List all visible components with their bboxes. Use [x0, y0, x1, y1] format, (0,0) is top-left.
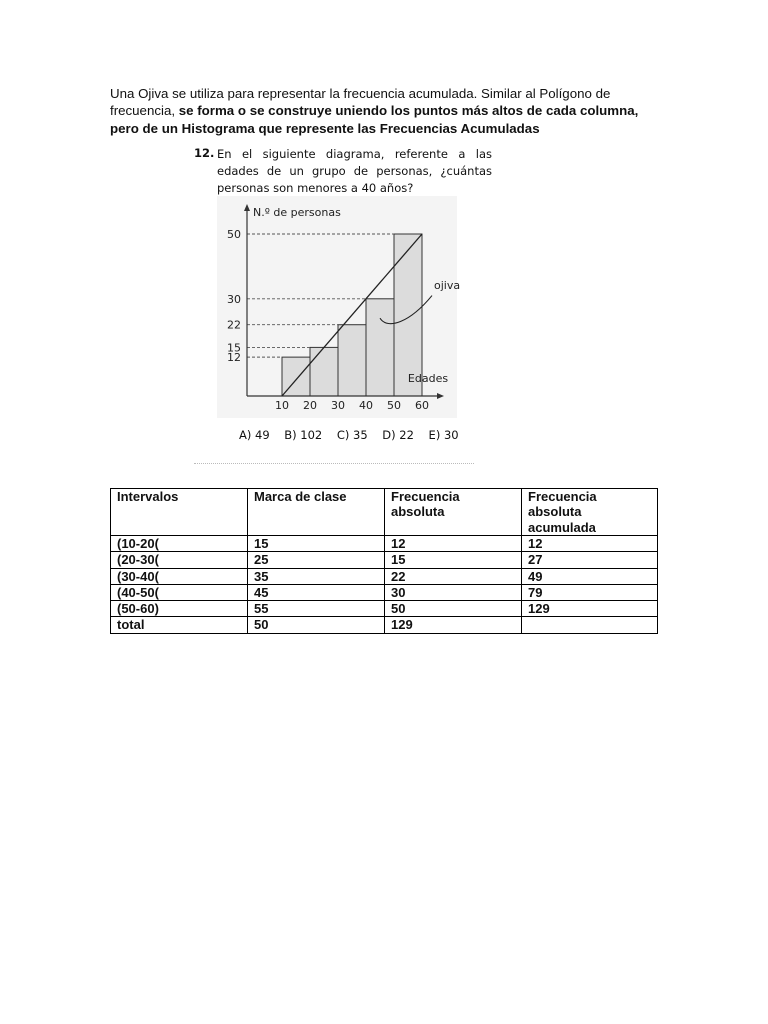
table-cell: 15: [385, 552, 522, 568]
table-header-cell: Frecuencia absoluta acumulada: [522, 489, 658, 536]
x-tick-label: 10: [275, 399, 289, 412]
table-cell: 50: [248, 617, 385, 633]
table-cell: 12: [385, 536, 522, 552]
table-cell: 129: [385, 617, 522, 633]
bar-30-40: [338, 325, 366, 396]
table-header-row: [111, 489, 658, 536]
table-cell: 30: [385, 584, 522, 600]
frequency-table: [110, 488, 658, 634]
y-tick-label: 15: [227, 341, 241, 355]
question-number: 12.: [194, 146, 215, 160]
y-tick-label: 22: [227, 318, 241, 332]
table-cell: 49: [522, 568, 658, 584]
intro-bold-text: se forma o se construye uniendo los puntos más altos de cada columna, pero de un Histograma que represente las Frecuencias Acumuladas: [110, 103, 639, 136]
intro-paragraph: [110, 85, 655, 137]
table-row: [111, 568, 658, 584]
table-cell: (10-20(: [111, 536, 248, 552]
question-text: En el siguiente diagrama, referente a las edades de un grupo de personas, ¿cuántas personas son menores a 40 años?: [217, 147, 492, 195]
table-cell: 129: [522, 601, 658, 617]
table-cell: (30-40(: [111, 568, 248, 584]
x-axis-label: Edades: [407, 372, 449, 385]
table-cell: 35: [248, 568, 385, 584]
table-cell: (50-60): [111, 601, 248, 617]
bar-40-50: [366, 299, 394, 396]
table-cell: 15: [248, 536, 385, 552]
table-cell: 79: [522, 584, 658, 600]
y-tick-label: 30: [227, 292, 241, 306]
table-row: [111, 601, 658, 617]
table-header-cell: Intervalos: [111, 489, 248, 536]
cropped-edge: [194, 463, 474, 468]
x-tick-label: 60: [415, 399, 429, 412]
ogive-histogram-chart: [194, 196, 494, 436]
answer-options: A) 49 B) 102 C) 35 D) 22 E) 30: [239, 428, 459, 442]
table-row: [111, 584, 658, 600]
question-figure: [194, 146, 494, 468]
table-cell: 22: [385, 568, 522, 584]
y-tick-label: 50: [227, 228, 241, 241]
x-tick-label: 30: [331, 399, 345, 412]
x-tick-label: 20: [303, 399, 317, 412]
table-cell: 50: [385, 601, 522, 617]
y-tick-label: 12: [227, 351, 241, 365]
table-cell: 25: [248, 552, 385, 568]
table-cell: 27: [522, 552, 658, 568]
intro-normal-text: Una Ojiva se utiliza para representar la frecuencia acumulada. Similar al Polígono de frecuencia,: [110, 86, 611, 119]
table-cell: (40-50(: [111, 584, 248, 600]
table-cell: 55: [248, 601, 385, 617]
x-tick-label: 40: [359, 399, 373, 412]
annotation-label: ojiva: [434, 279, 461, 293]
table-cell: [522, 617, 658, 633]
table-row: [111, 536, 658, 552]
table-header-cell: Marca de clase: [248, 489, 385, 536]
table-row: [111, 617, 658, 633]
x-tick-label: 50: [387, 399, 401, 412]
table-header-cell: Frecuencia absoluta: [385, 489, 522, 536]
bar-20-30: [310, 347, 338, 396]
table-cell: (20-30(: [111, 552, 248, 568]
table-cell: 45: [248, 584, 385, 600]
y-axis-label: N.º de personas: [253, 206, 341, 219]
table-cell: total: [111, 617, 248, 633]
table-row: [111, 552, 658, 568]
table-cell: 12: [522, 536, 658, 552]
